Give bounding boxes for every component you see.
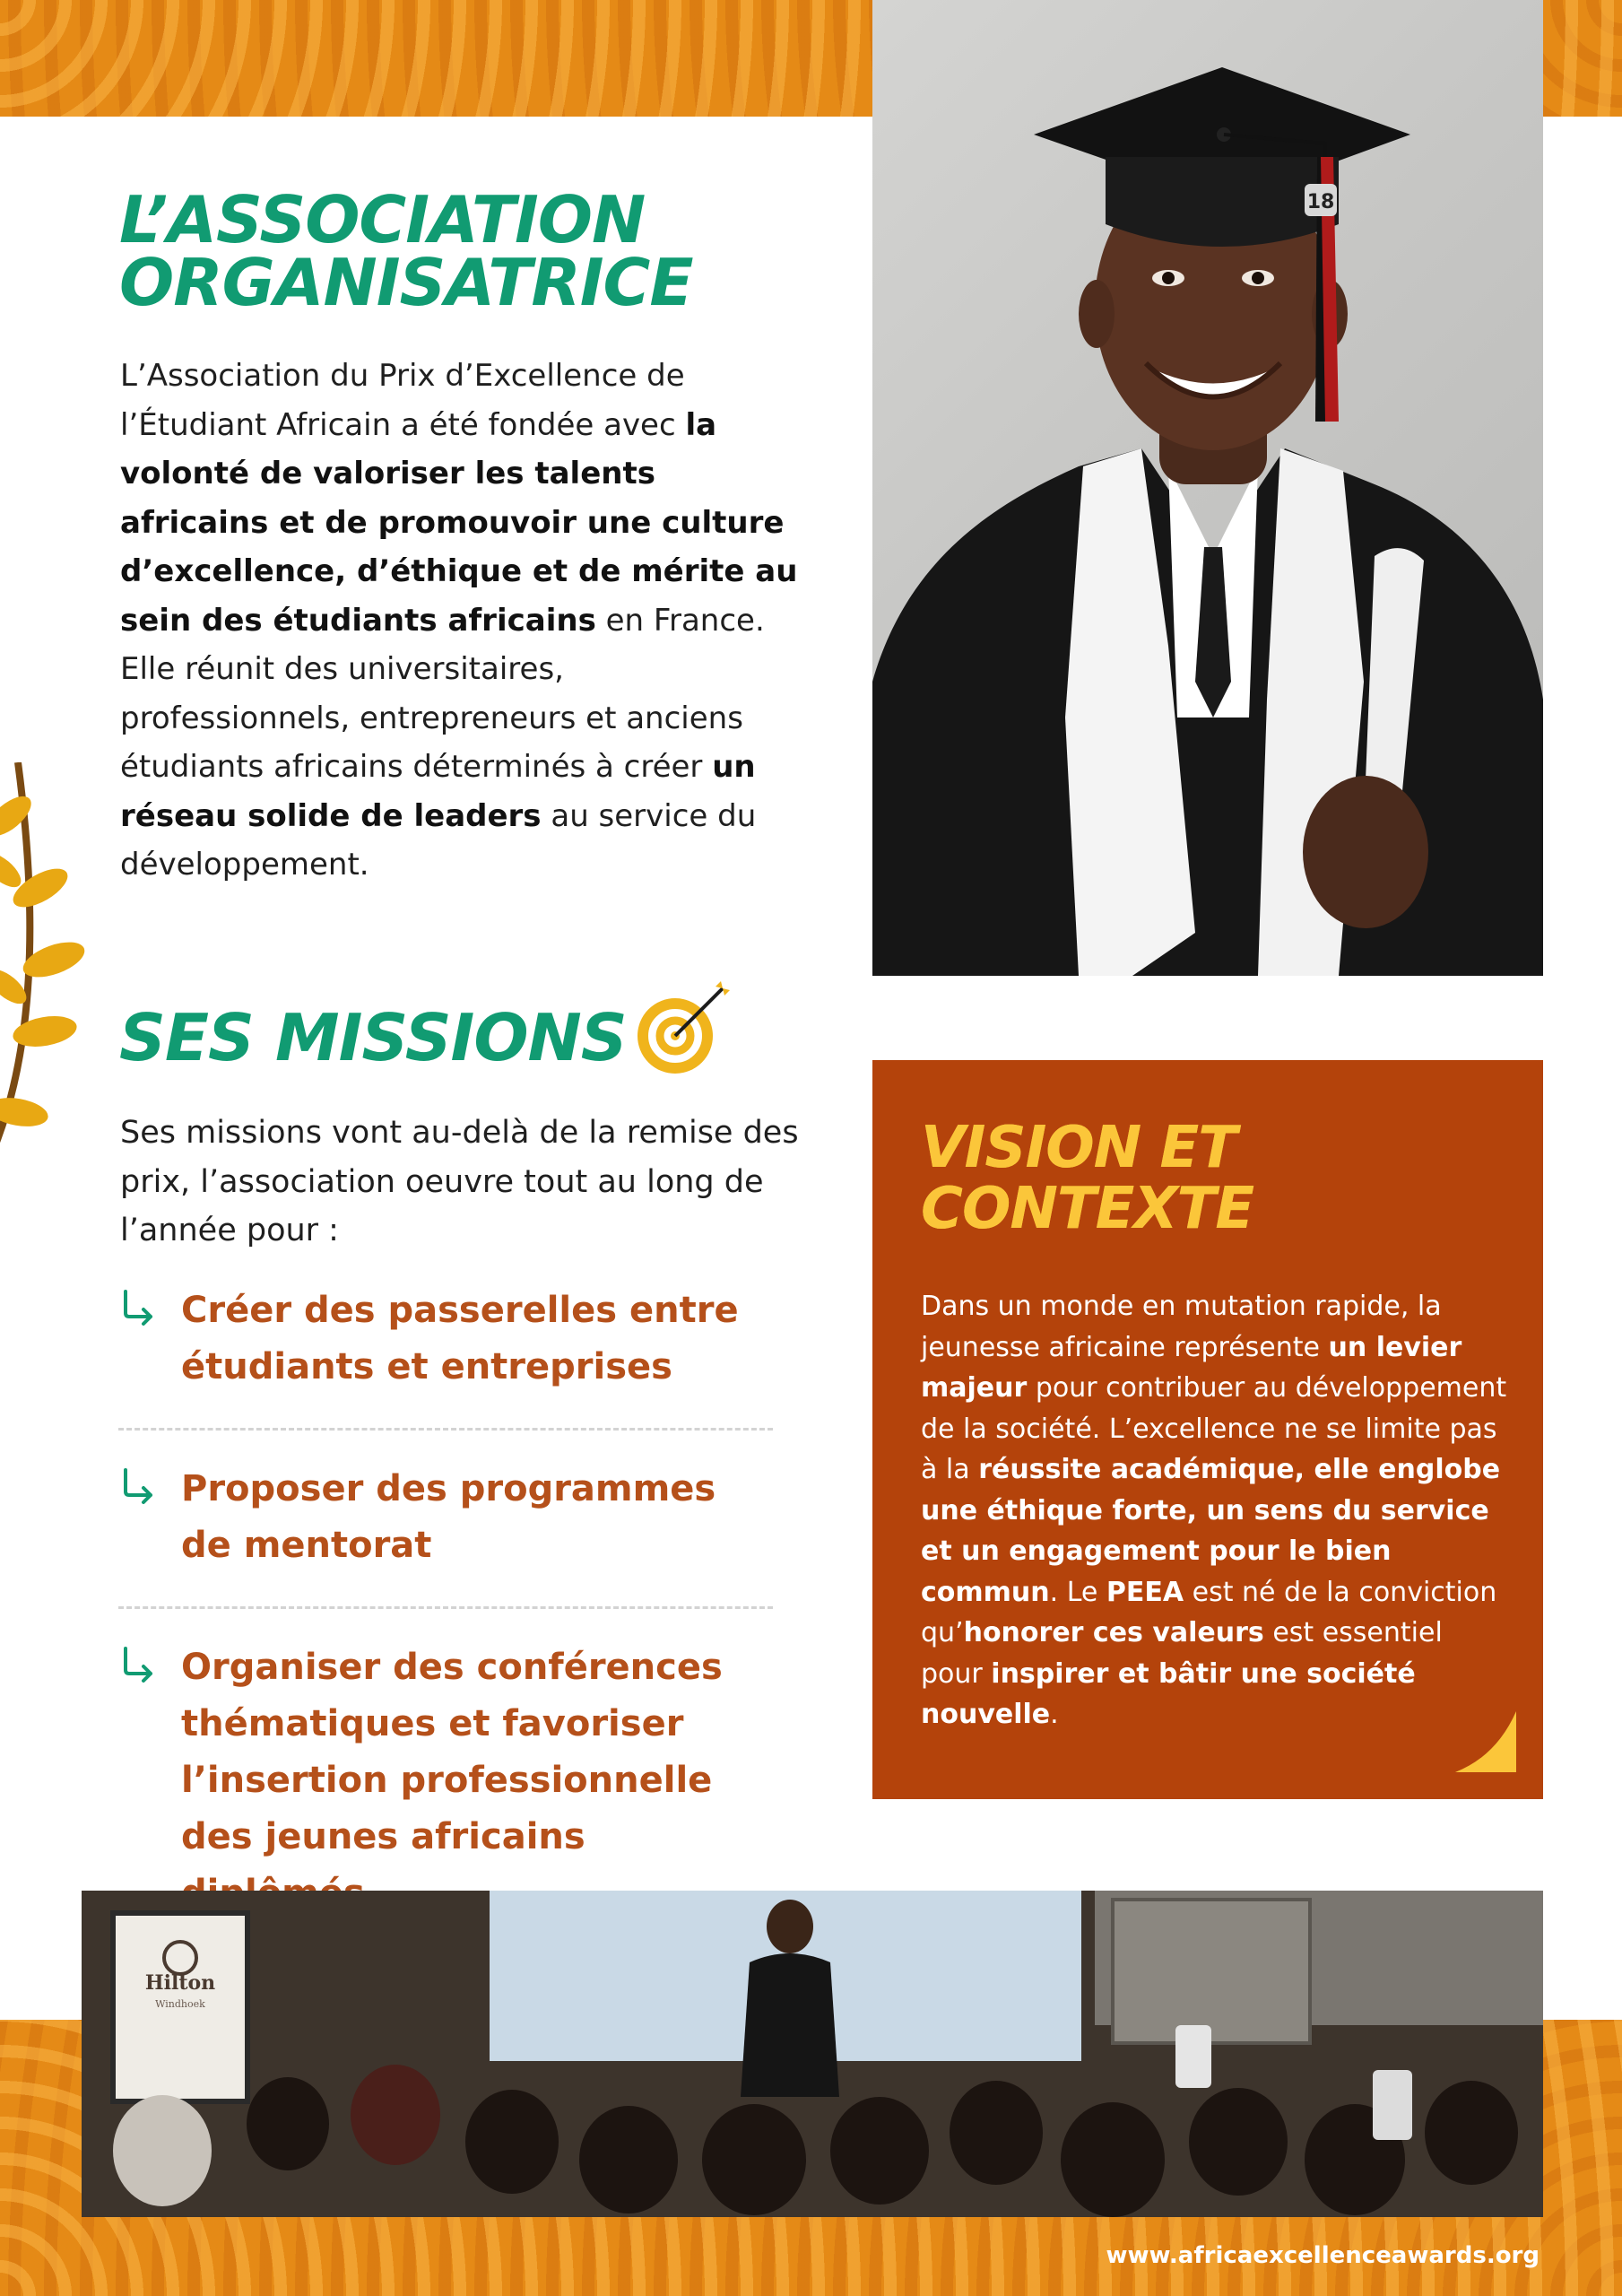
tassel-number: 18 <box>1306 191 1335 213</box>
list-item <box>118 1639 773 1922</box>
association-text-1: L’Association du Prix d’Excellence de l’Étudiant Africain a été fondée avec <box>120 358 686 443</box>
association-title-line1: L’ASSOCIATION <box>119 182 646 257</box>
list-item <box>118 1461 773 1574</box>
vision-text-bold: inspirer et bâtir une société nouvelle <box>921 1657 1416 1730</box>
divider <box>118 1428 773 1431</box>
footer-website-link[interactable]: www.africaexcellenceawards.org <box>1106 2242 1540 2269</box>
missions-list <box>118 1283 773 1922</box>
target-icon <box>635 978 733 1076</box>
association-title-line2: ORGANISATRICE <box>119 245 693 320</box>
association-text-bold-1: la volonté de valoriser les talents africains et de promouvoir une culture d’excellence, d’éthique et de mérite au sein des étudiants africains <box>120 406 798 639</box>
missions-intro: Ses missions vont au-delà de la remise des prix, l’association oeuvre tout au long de l’année pour : <box>120 1115 799 1248</box>
graduate-illustration <box>872 0 1543 976</box>
arrow-turn-right-icon <box>118 1288 158 1327</box>
mission-text: Proposer des programmes de mentorat <box>181 1468 716 1566</box>
vision-title-line2: CONTEXTE <box>921 1176 1254 1242</box>
list-item <box>118 1283 773 1396</box>
vision-text: Dans un monde en mutation rapide, la jeunesse africaine représente <box>921 1291 1442 1363</box>
association-text-bold-2: un réseau solide de leaders <box>120 749 756 834</box>
mission-text: Créer des passerelles entre étudiants et entreprises <box>181 1290 739 1387</box>
vision-text: est essentiel pour <box>921 1617 1443 1690</box>
arrow-turn-right-icon <box>118 1466 158 1506</box>
association-paragraph <box>120 352 802 890</box>
missions-title: SES MISSIONS <box>119 1000 627 1075</box>
association-text-2: en France. Elle réunit des universitaires, professionnels, entrepreneurs et anciens étudiants africains déterminés à créer <box>120 602 765 785</box>
corner-triangle-decoration <box>1450 1706 1522 1778</box>
vision-text: . <box>1050 1699 1059 1730</box>
vision-text: . Le <box>1049 1576 1106 1608</box>
vision-paragraph <box>921 1286 1513 1735</box>
vision-text-bold: PEEA <box>1106 1576 1184 1608</box>
association-text-3: au service du développement. <box>120 797 757 883</box>
event-sign-text: Hilton <box>144 1971 216 1995</box>
vision-text: est né de la conviction qu’ <box>921 1576 1497 1648</box>
vision-text-bold: honorer ces valeurs <box>963 1617 1264 1648</box>
vision-text-bold: un levier majeur <box>921 1331 1462 1404</box>
vision-text-bold: réussite académique, elle englobe une éthique forte, un sens du service et un engagement pour le bien commun <box>921 1454 1501 1608</box>
event-photo <box>82 1891 1543 2217</box>
divider <box>118 1606 773 1609</box>
laurel-decoration <box>0 762 90 1184</box>
vision-text: pour contribuer au développement de la société. L’excellence ne se limite pas à la <box>921 1372 1507 1485</box>
arrow-turn-right-icon <box>118 1645 158 1684</box>
association-title <box>119 182 693 320</box>
vision-title <box>921 1115 1254 1242</box>
event-illustration <box>82 1891 1543 2217</box>
event-sign-subtext: Windhoek <box>155 1998 205 2010</box>
graduate-photo <box>872 0 1543 976</box>
vision-box <box>872 1060 1543 1799</box>
vision-title-line1: VISION ET <box>921 1115 1236 1181</box>
mission-text: Organiser des conférences thématiques et favoriser l’insertion professionnelle des jeunes africains <box>181 1647 723 1857</box>
